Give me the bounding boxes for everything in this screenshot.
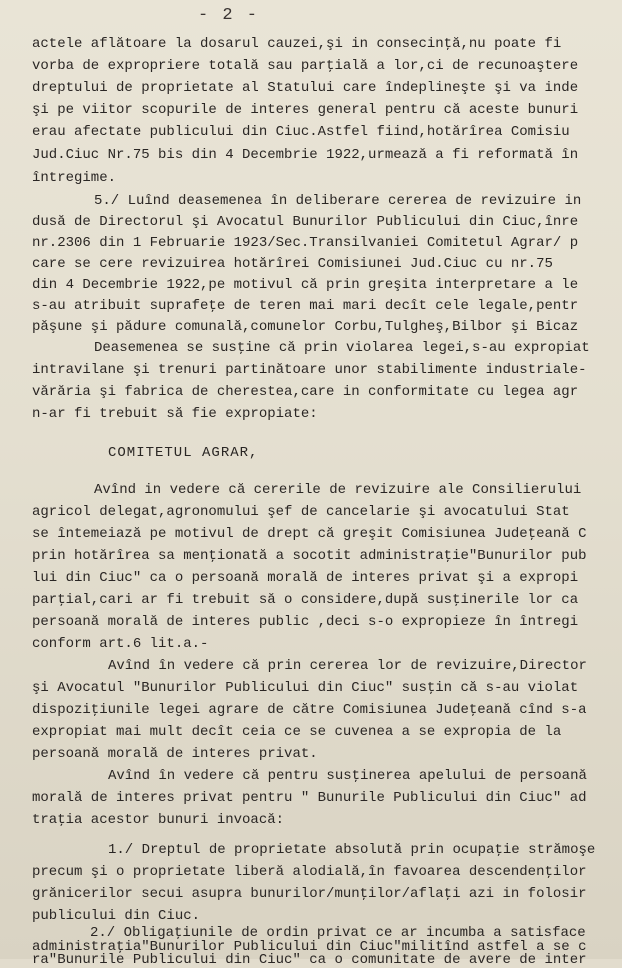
text-line: administraţia"Bunurilor Publicului din Ciuc"militînd astfel a se c bbox=[32, 939, 587, 955]
text-line: s-au atribuit suprafeţe de teren mai mari decît cele legale,pentr bbox=[32, 298, 579, 314]
section-heading: COMITETUL AGRAR, bbox=[108, 445, 259, 461]
text-line: erau afectate publicului din Ciuc.Astfel fiind,hotărîrea Comisiu bbox=[32, 124, 570, 140]
text-line: conform art.6 lit.a.- bbox=[32, 636, 209, 652]
text-line: vărăria şi fabrica de cherestea,care in conformitate cu legea agr bbox=[32, 384, 579, 400]
text-line: păşune şi pădure comunală,comunelor Corbu,Tulgheş,Bilbor şi Bicaz bbox=[32, 319, 579, 335]
text-line: lui din Ciuc" ca o persoană morală de interes privat şi a expropi bbox=[32, 570, 579, 586]
text-line: 1./ Dreptul de proprietate absolută prin ocupaţie strămoşe bbox=[108, 842, 596, 858]
text-line: Deasemenea se susţine că prin violarea legei,s-au expropiat bbox=[94, 340, 590, 356]
text-line: 5./ Luînd deasemenea în deliberare cererea de revizuire in bbox=[94, 193, 582, 209]
text-line: dispoziţiunile legei agrare de către Comisiunea Judeţeană cînd s-a bbox=[32, 702, 587, 718]
text-line: actele aflătoare la dosarul cauzei,şi in consecinţă,nu poate fi bbox=[32, 36, 562, 52]
text-line: Jud.Ciuc Nr.75 bis din 4 Decembrie 1922,urmează a fi reformată în bbox=[32, 147, 579, 163]
text-line: precum şi o proprietate liberă alodială,în favoarea descendenţilor bbox=[32, 864, 587, 880]
text-line: din 4 Decembrie 1922,pe motivul că prin greşita interpretare a le bbox=[32, 277, 579, 293]
text-line: persoană morală de interes privat. bbox=[32, 746, 318, 762]
text-line: Avînd în vedere că pentru susţinerea apelului de persoană bbox=[108, 768, 587, 784]
text-line: nr.2306 din 1 Februarie 1923/Sec.Transilvaniei Comitetul Agrar/ p bbox=[32, 235, 579, 251]
text-line: prin hotărîrea sa menţionată a socotit administraţie"Bunurilor pub bbox=[32, 548, 587, 564]
text-line: care se cere revizuirea hotărîrei Comisiunei Jud.Ciuc cu nr.75 bbox=[32, 256, 553, 272]
text-line: persoană morală de interes public ,deci s-o expropieze în întregi bbox=[32, 614, 579, 630]
text-line: şi Avocatul "Bunurilor Publicului din Ciuc" susţin că s-au violat bbox=[32, 680, 579, 696]
text-line: întregime. bbox=[32, 170, 117, 186]
text-line: vorba de expropriere totală sau parţială a lor,ci de recunoaştere bbox=[32, 58, 579, 74]
text-line: agricol delegat,agronomului şef de cancelarie şi avocatului Stat bbox=[32, 504, 570, 520]
text-line: expropiat mai mult decît ceia ce se cuvenea a se expropia de la bbox=[32, 724, 562, 740]
text-line: dusă de Directorul şi Avocatul Bunurilor Publicului din Ciuc,înre bbox=[32, 214, 579, 230]
text-line: 2./ Obligaţiunile de ordin privat ce ar incumba a satisface bbox=[90, 925, 586, 941]
text-line: parţial,cari ar fi trebuit să o considere,după susţinerile lor ca bbox=[32, 592, 579, 608]
text-line: intravilane şi trenuri partinătoare unor stabilimente industriale- bbox=[32, 362, 587, 378]
text-line: dreptului de proprietate al Statului care îndeplineşte şi va inde bbox=[32, 80, 579, 96]
text-line: se întemeiază pe motivul de drept că greşit Comisiunea Judeţeană C bbox=[32, 526, 587, 542]
text-line: ra"Bunurile Publicului din Ciuc" ca o comunitate de avere de inter bbox=[32, 952, 587, 968]
text-line: şi pe viitor scopurile de interes general pentru că aceste bunuri bbox=[32, 102, 579, 118]
page-number: - 2 - bbox=[198, 6, 260, 25]
text-line: n-ar fi trebuit să fie expropiate: bbox=[32, 406, 318, 422]
text-line: grănicerilor secui asupra bunurilor/munţilor/aflaţi azi in folosir bbox=[32, 886, 587, 902]
text-line: Avînd in vedere că cererile de revizuire ale Consilierului bbox=[94, 482, 582, 498]
text-line: Avînd în vedere că prin cererea lor de revizuire,Director bbox=[108, 658, 587, 674]
text-line: traţia acestor bunuri invoacă: bbox=[32, 812, 285, 828]
text-line: publicului din Ciuc. bbox=[32, 908, 201, 924]
text-line: morală de interes privat pentru " Bunurile Publicului din Ciuc" ad bbox=[32, 790, 587, 806]
